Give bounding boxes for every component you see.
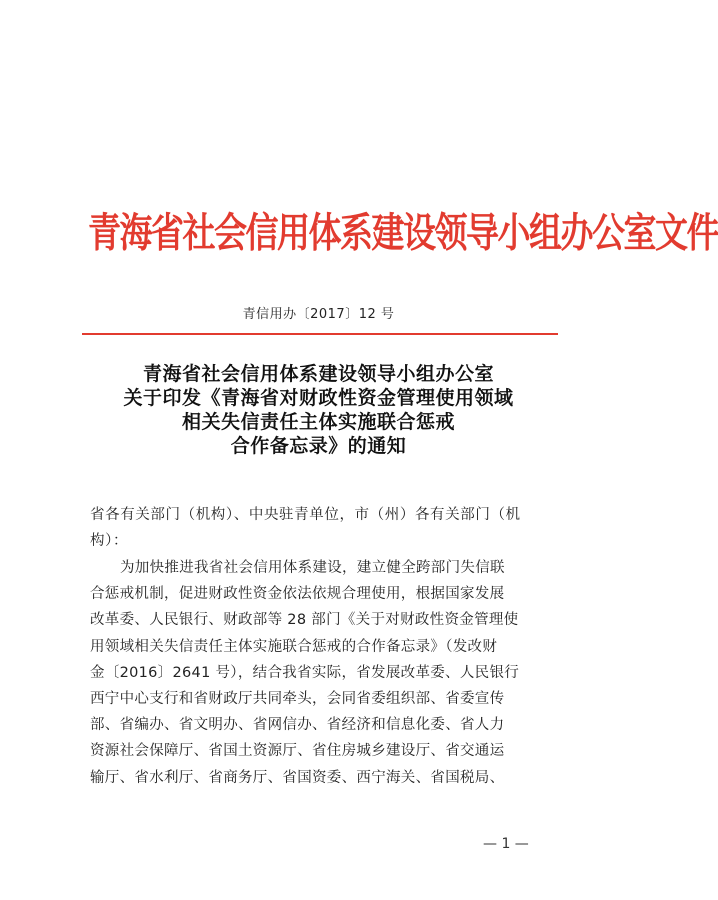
body-line: 合惩戒机制，促进财政性资金依法依规合理使用，根据国家发展 [90, 586, 505, 603]
title-line: 合作备忘录》的通知 [230, 435, 407, 457]
body-line: 金〔2016〕2641 号），结合我省实际，省发展改革委、人民银行 [90, 664, 520, 681]
addressee-line: 构）： [90, 533, 129, 549]
title-line: 相关失信责任主体实施联合惩戒 [181, 411, 455, 433]
body-line: 为加快推进我省社会信用体系建设，建立健全跨部门失信联 [120, 560, 505, 576]
page-number: — 1 — [483, 836, 529, 852]
body-paragraph [90, 555, 562, 791]
body-line: 部、省编办、省文明办、省网信办、省经济和信息化委、省人力 [90, 717, 505, 734]
body-line: 改革委、人民银行、财政部等 28 部门《关于对财政性资金管理使 [90, 612, 519, 629]
body-line: 资源社会保障厅、省国土资源厅、省住房城乡建设厅、省交通运 [90, 743, 505, 760]
title-line: 青海省社会信用体系建设领导小组办公室 [142, 363, 494, 385]
addressee-line: 省各有关部门（机构）、中央驻青单位，市（州）各有关部门（机 [90, 507, 521, 523]
body-line: 输厅、省水利厅、省商务厅、省国资委、西宁海关、省国税局、 [90, 769, 505, 786]
issuer-header-title: 青海省社会信用体系建设领导小组办公室文件 [88, 208, 718, 257]
body-line: 西宁中心支行和省财政厅共同牵头，会同省委组织部、省委宣传 [90, 691, 505, 708]
title-line: 关于印发《青海省对财政性资金管理使用领域 [123, 387, 514, 409]
red-divider-line [82, 333, 558, 335]
document-number: 青信用办〔2017〕12 号 [242, 307, 395, 322]
body-line: 用领域相关失信责任主体实施联合惩戒的合作备忘录》（发改财 [90, 638, 498, 655]
notice-title [0, 362, 637, 458]
addressee [90, 502, 558, 554]
